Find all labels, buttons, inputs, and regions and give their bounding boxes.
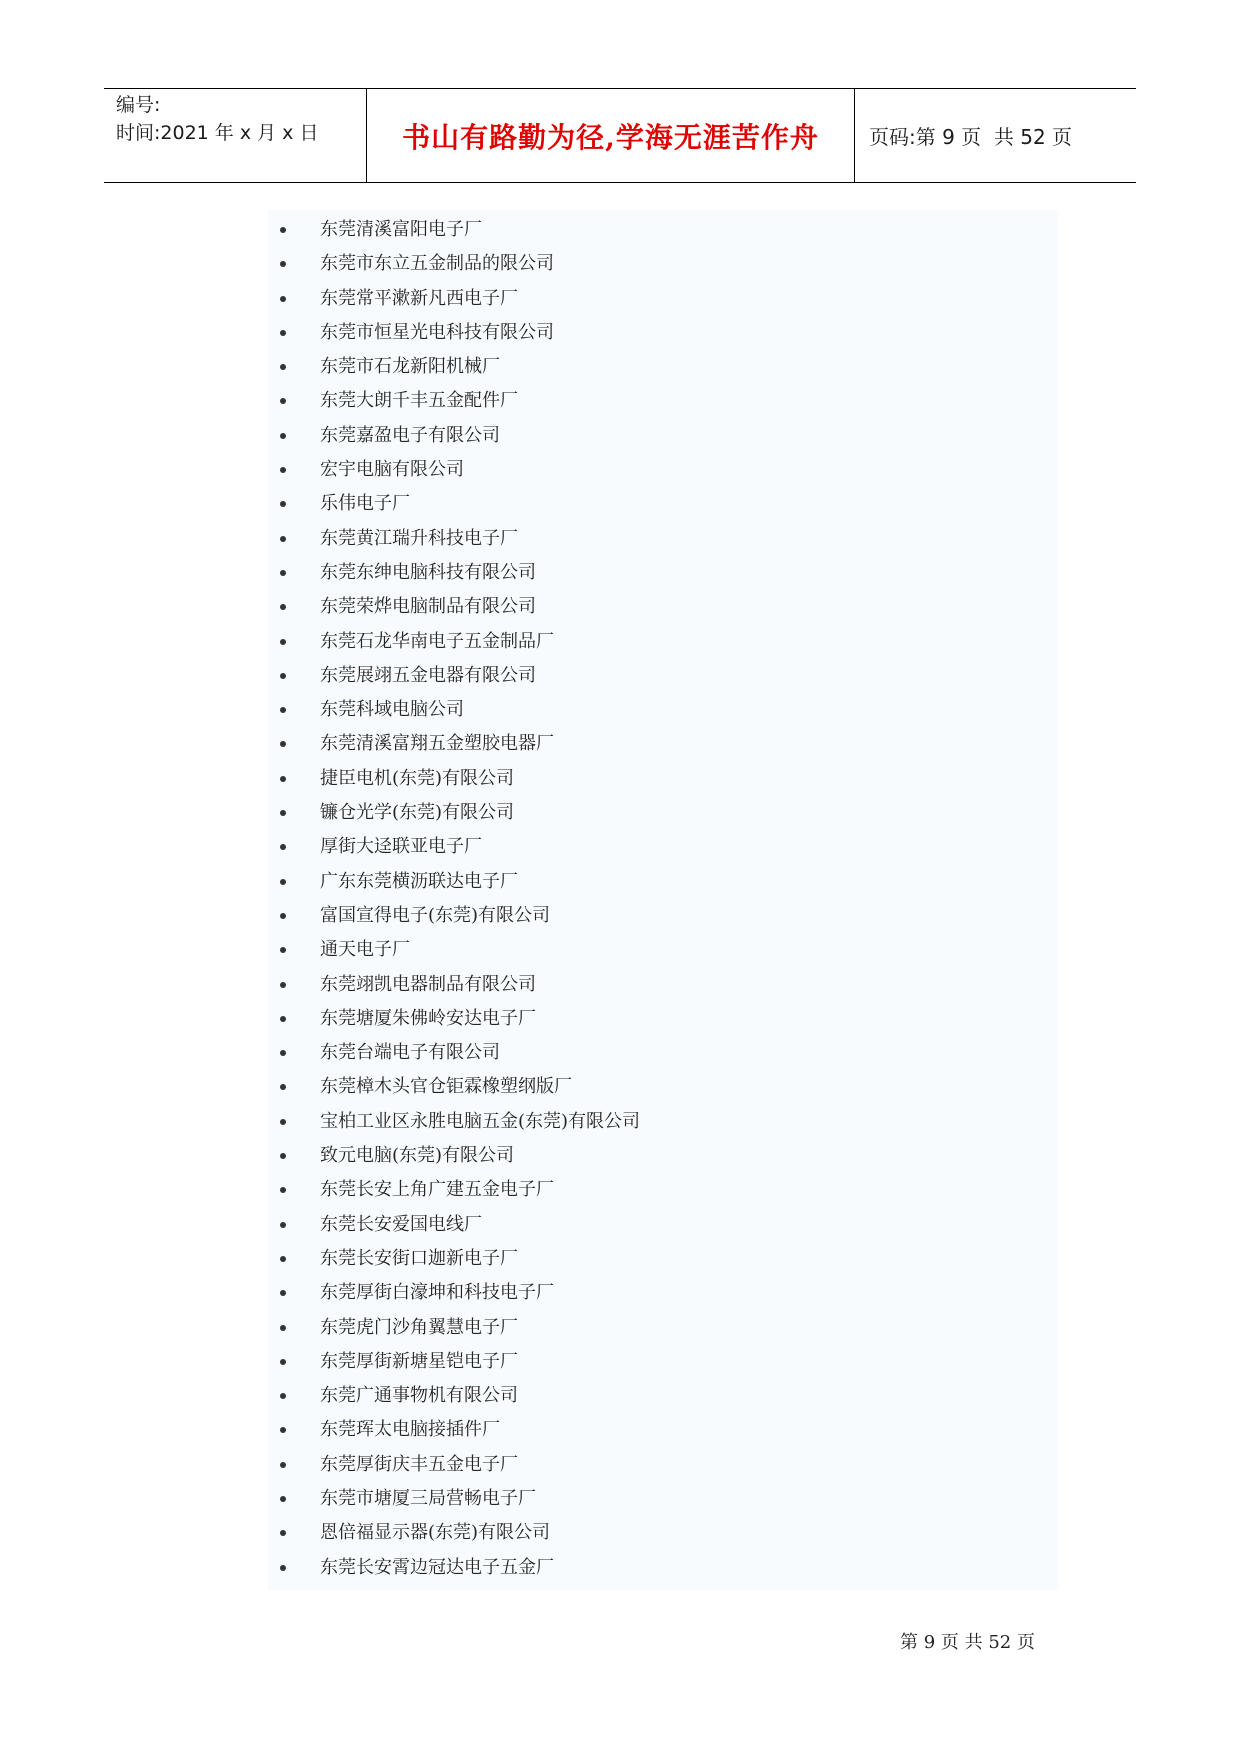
- company-name: 东莞厚街庆丰五金电子厂: [320, 1453, 518, 1475]
- list-item: [268, 1178, 640, 1212]
- header-page-indicator: [855, 89, 1136, 182]
- company-name: 东莞翊凯电器制品有限公司: [320, 973, 536, 995]
- bullet-icon: [280, 1359, 286, 1365]
- list-item: [268, 1144, 640, 1178]
- bullet-icon: [280, 982, 286, 988]
- bullet-icon: [280, 330, 286, 336]
- page-header: [104, 88, 1136, 183]
- bullet-icon: [280, 1187, 286, 1193]
- company-name: 东莞常平漱新凡西电子厂: [320, 287, 518, 309]
- bullet-icon: [280, 536, 286, 542]
- company-name: 东莞市东立五金制品的限公司: [320, 253, 554, 275]
- list-item: [268, 1487, 640, 1521]
- list-item: [268, 904, 640, 938]
- bullet-icon: [280, 673, 286, 679]
- company-name: 东莞广通事物机有限公司: [320, 1385, 518, 1407]
- list-item: [268, 1316, 640, 1350]
- list-item: [268, 1041, 640, 1075]
- list-item: [268, 1110, 640, 1144]
- company-list: [268, 218, 640, 1590]
- company-name: 东莞嘉盈电子有限公司: [320, 424, 500, 446]
- list-item: [268, 698, 640, 732]
- company-name: 东莞清溪富翔五金塑胶电器厂: [320, 733, 554, 755]
- company-name: 东莞厚街新塘星铠电子厂: [320, 1350, 518, 1372]
- list-item: [268, 870, 640, 904]
- company-name: 东莞大朗千丰五金配件厂: [320, 390, 518, 412]
- company-name: 东莞长安街口迦新电子厂: [320, 1247, 518, 1269]
- company-name: 东莞长安爱国电线厂: [320, 1213, 482, 1235]
- company-name: 东莞长安上角广建五金电子厂: [320, 1179, 554, 1201]
- bullet-icon: [280, 398, 286, 404]
- bullet-icon: [280, 227, 286, 233]
- bullet-icon: [280, 1496, 286, 1502]
- document-time-label: 时间:2021 年 x 月 x 日: [116, 122, 319, 144]
- list-item: [268, 527, 640, 561]
- document-number-label: 编号:: [116, 94, 161, 116]
- list-item: [268, 630, 640, 664]
- bullet-icon: [280, 844, 286, 850]
- list-item: [268, 1075, 640, 1109]
- list-item: [268, 1213, 640, 1247]
- bullet-icon: [280, 639, 286, 645]
- company-name: 东莞珲太电脑接插件厂: [320, 1419, 500, 1441]
- bullet-icon: [280, 433, 286, 439]
- bullet-icon: [280, 810, 286, 816]
- company-name: 东莞台端电子有限公司: [320, 1042, 500, 1064]
- bullet-icon: [280, 604, 286, 610]
- list-item: [268, 938, 640, 972]
- company-name: 东莞市恒星光电科技有限公司: [320, 321, 554, 343]
- bullet-icon: [280, 1016, 286, 1022]
- bullet-icon: [280, 741, 286, 747]
- bullet-icon: [280, 776, 286, 782]
- bullet-icon: [280, 1427, 286, 1433]
- bullet-icon: [280, 467, 286, 473]
- company-name: 东莞樟木头官仓钜霖橡塑纲版厂: [320, 1076, 572, 1098]
- list-item: [268, 355, 640, 389]
- company-list-area: [268, 210, 1058, 1590]
- bullet-icon: [280, 1222, 286, 1228]
- company-name: 东莞长安霄边冠达电子五金厂: [320, 1556, 554, 1578]
- list-item: [268, 1384, 640, 1418]
- bullet-icon: [280, 364, 286, 370]
- company-name: 东莞塘厦朱佛岭安达电子厂: [320, 1007, 536, 1029]
- bullet-icon: [280, 1084, 286, 1090]
- bullet-icon: [280, 1256, 286, 1262]
- bullet-icon: [280, 1290, 286, 1296]
- company-name: 厚街大迳联亚电子厂: [320, 836, 482, 858]
- list-item: [268, 1007, 640, 1041]
- list-item: [268, 1556, 640, 1590]
- list-item: [268, 1521, 640, 1555]
- bullet-icon: [280, 707, 286, 713]
- list-item: [268, 664, 640, 698]
- bullet-icon: [280, 570, 286, 576]
- company-name: 东莞展翊五金电器有限公司: [320, 664, 536, 686]
- list-item: [268, 732, 640, 766]
- company-name: 致元电脑(东莞)有限公司: [320, 1145, 515, 1167]
- list-item: [268, 1281, 640, 1315]
- list-item: [268, 561, 640, 595]
- company-name: 捷臣电机(东莞)有限公司: [320, 767, 515, 789]
- list-item: [268, 492, 640, 526]
- list-item: [268, 287, 640, 321]
- list-item: [268, 801, 640, 835]
- list-item: [268, 767, 640, 801]
- bullet-icon: [280, 1119, 286, 1125]
- company-name: 通天电子厂: [320, 939, 410, 961]
- company-name: 东莞清溪富阳电子厂: [320, 219, 482, 240]
- company-name: 东莞市石龙新阳机械厂: [320, 356, 500, 378]
- company-name: 东莞东绅电脑科技有限公司: [320, 561, 536, 583]
- list-item: [268, 218, 640, 252]
- list-item: [268, 1247, 640, 1281]
- bullet-icon: [280, 1393, 286, 1399]
- bullet-icon: [280, 1325, 286, 1331]
- list-item: [268, 1453, 640, 1487]
- bullet-icon: [280, 1530, 286, 1536]
- company-name: 宝柏工业区永胜电脑五金(东莞)有限公司: [320, 1110, 641, 1132]
- company-name: 东莞市塘厦三局营畅电子厂: [320, 1487, 536, 1509]
- company-name: 乐伟电子厂: [320, 493, 410, 515]
- company-name: 富国宣得电子(东莞)有限公司: [320, 904, 551, 926]
- bullet-icon: [280, 1462, 286, 1468]
- company-name: 广东东莞横沥联达电子厂: [320, 870, 518, 892]
- bullet-icon: [280, 1153, 286, 1159]
- header-motto: 书山有路勤为径,学海无涯苦作舟: [367, 89, 855, 182]
- company-name: 东莞厚街白濠坤和科技电子厂: [320, 1282, 554, 1304]
- company-name: 镰仓光学(东莞)有限公司: [320, 802, 515, 824]
- list-item: [268, 389, 640, 423]
- company-name: 恩倍福显示器(东莞)有限公司: [320, 1522, 551, 1544]
- company-name: 东莞石龙华南电子五金制品厂: [320, 630, 554, 652]
- bullet-icon: [280, 1565, 286, 1571]
- list-item: [268, 595, 640, 629]
- bullet-icon: [280, 913, 286, 919]
- list-item: [268, 321, 640, 355]
- bullet-icon: [280, 879, 286, 885]
- page-footer: 第 9 页 共 52 页: [900, 1632, 1035, 1653]
- bullet-icon: [280, 947, 286, 953]
- company-name: 东莞荣烨电脑制品有限公司: [320, 596, 536, 618]
- list-item: [268, 1350, 640, 1384]
- company-name: 东莞虎门沙角翼慧电子厂: [320, 1316, 518, 1338]
- bullet-icon: [280, 261, 286, 267]
- header-page-label: 页码:第 9 页 共 52 页: [869, 125, 1073, 149]
- header-meta: [104, 89, 367, 182]
- company-name: 宏宇电脑有限公司: [320, 459, 464, 481]
- bullet-icon: [280, 501, 286, 507]
- list-item: [268, 252, 640, 286]
- list-item: [268, 424, 640, 458]
- bullet-icon: [280, 1050, 286, 1056]
- company-name: 东莞科域电脑公司: [320, 699, 464, 721]
- list-item: [268, 973, 640, 1007]
- list-item: [268, 835, 640, 869]
- company-name: 东莞黄江瑞升科技电子厂: [320, 527, 518, 549]
- bullet-icon: [280, 296, 286, 302]
- list-item: [268, 458, 640, 492]
- list-item: [268, 1418, 640, 1452]
